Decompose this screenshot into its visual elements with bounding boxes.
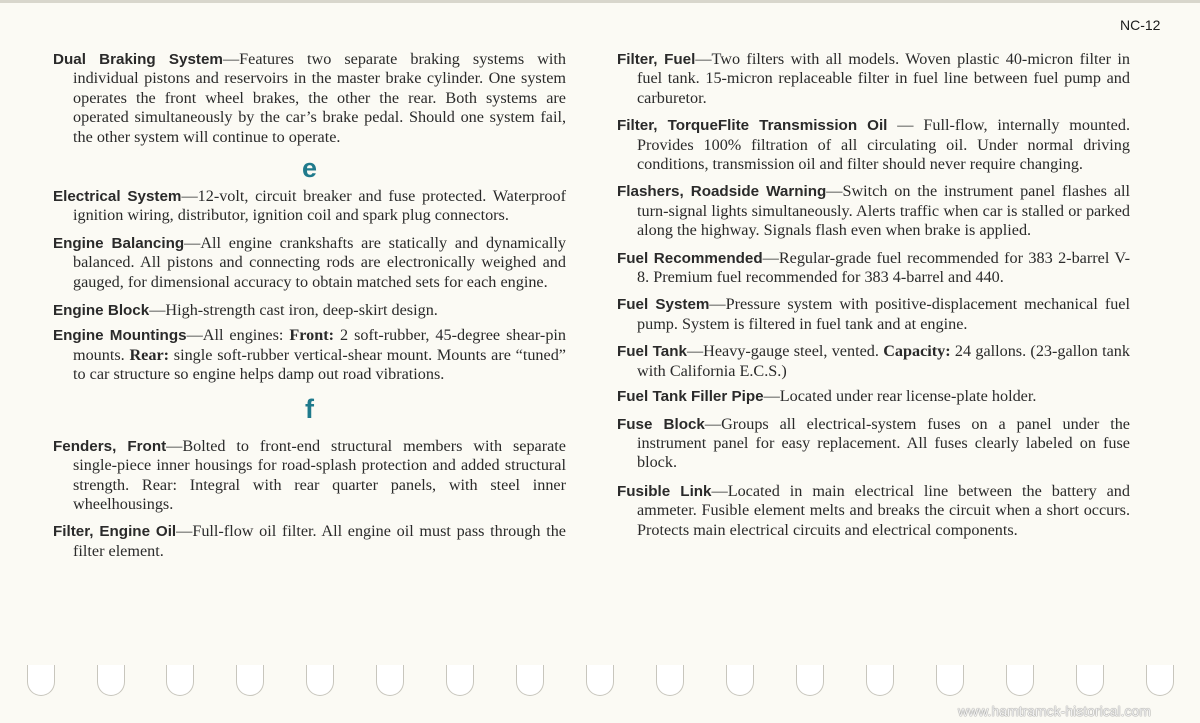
entry-term: Fenders, Front — [53, 437, 167, 455]
entry-term: Fuse Block — [617, 415, 705, 433]
entry-term: Flashers, Roadside Warning — [617, 183, 827, 201]
section-letter-f: f — [305, 393, 314, 424]
entry-text: —All engine crankshafts are statically and dynamically balanced. All pistons and connecting rods are electronically weighed and gauged, for dimensional accuracy to obtain matched sets for each engine. — [73, 233, 566, 291]
entry-term: Fusible Link — [617, 482, 712, 500]
entry-text: —Switch on the instrument panel flashes all turn-signal lights simultaneously. Alerts traffic when car is stalled or parked along the highway. Signals flash even when brake is applied. — [637, 182, 1130, 240]
entry-text: —High-strength cast iron, deep-skirt design. — [149, 301, 438, 320]
section-letter-e: e — [301, 153, 318, 184]
entry-term: Fuel Tank Filler Pipe — [617, 388, 764, 406]
entry-text: —Bolted to front-end structural members with separate single-piece inner housings for road-splash protection and added structural strength. Rear: Integral with rear quarter panels, with steel inner wheelhousings. — [73, 436, 566, 513]
binder-hole — [97, 665, 125, 696]
entry-term: Filter, Fuel — [617, 51, 696, 68]
entry-term: Fuel System — [617, 296, 710, 314]
binder-hole — [27, 665, 55, 696]
entry-inline-bold: Capacity: — [883, 342, 951, 361]
entry-fuel-system — [617, 295, 1130, 334]
entry-text: —12-volt, circuit breaker and fuse protected. Waterproof ignition wiring, distributor, ignition coil and spark plug connectors. — [73, 187, 567, 225]
entry-text: 2 soft-rubber, 45-degree shear-pin mounts. — [73, 326, 567, 364]
left-column — [53, 50, 566, 561]
entry-text: —Located in main electrical line between the battery and ammeter. Fusible element melts and breaks the circuit when a short occurs. Protects main electrical circuits and electrical components. — [637, 481, 1130, 539]
binder-hole — [1006, 665, 1034, 696]
entry-text: single soft-rubber vertical-shear mount. Mounts are “tuned” to car structure so engine helps damp out road vibrations. — [73, 345, 566, 384]
binder-hole — [866, 665, 894, 696]
top-edge-line — [0, 0, 1200, 3]
entry-term: Fuel Recommended — [617, 249, 763, 267]
entry-fenders-front — [53, 437, 566, 515]
entry-dual-braking-system — [53, 50, 566, 147]
entry-flashers-roadside-warning — [617, 182, 1130, 240]
entry-filter-engine-oil — [53, 522, 566, 561]
entry-text: —All engines: — [186, 326, 290, 345]
entry-text: —Heavy-gauge steel, vented. — [686, 342, 884, 361]
entry-engine-balancing — [53, 234, 566, 292]
binder-hole — [726, 665, 754, 696]
binder-hole — [1146, 665, 1174, 696]
entry-engine-block — [53, 301, 566, 320]
entry-fuel-tank — [617, 342, 1130, 381]
entry-term: Engine Mountings — [53, 327, 187, 345]
binder-hole — [656, 665, 684, 696]
entry-term: Electrical System — [53, 188, 182, 206]
entry-filter-fuel — [617, 50, 1130, 108]
entry-filter-torqueflite-transmission-oil — [617, 116, 1130, 174]
binder-hole — [796, 665, 824, 696]
entry-fuse-block — [617, 415, 1130, 473]
entry-text: — Full-flow, internally mounted. Provides 100% filtration of all circulating oil. Under normal driving conditions, transmission oil and filter should never require changing. — [637, 116, 1131, 174]
entry-text: —Located under rear license-plate holder. — [763, 387, 1037, 406]
entry-term: Filter, TorqueFlite Transmission Oil — [617, 117, 888, 135]
binder-hole — [306, 665, 334, 696]
entry-term: Dual Braking System — [53, 51, 223, 68]
entry-inline-bold: Rear: — [129, 345, 170, 364]
entry-text: —Regular-grade fuel recommended for 383 2-barrel V-8. Premium fuel recommended for 383 4-barrel and 440. — [637, 248, 1131, 287]
binder-hole — [1076, 665, 1104, 696]
entry-text: —Two filters with all models. Woven plastic 40-micron filter in fuel tank. 15-micron replaceable filter in fuel line between fuel pump and carburetor. — [637, 50, 1131, 107]
entry-term: Fuel Tank — [617, 343, 687, 361]
entry-text: —Full-flow oil filter. All engine oil must pass through the filter element. — [73, 522, 566, 560]
binder-holes — [0, 665, 1200, 705]
entry-fusible-link — [617, 482, 1130, 540]
binder-hole — [516, 665, 544, 696]
entry-text: —Groups all electrical-system fuses on a panel under the instrument panel for easy replacement. All fuses clearly labeled on fuse block. — [637, 414, 1130, 472]
entry-text: —Features two separate braking systems with individual pistons and reservoirs in the master brake cylinder. One system operates the front wheel brakes, the other the rear. Both systems are operated simultaneously by the car’s brake pedal. Should one system fail, the other system will continue to operate. — [73, 50, 566, 146]
entry-term: Engine Balancing — [53, 234, 185, 252]
entry-text: —Pressure system with positive-displacement mechanical fuel pump. System is filtered in fuel tank and at engine. — [637, 295, 1130, 333]
right-column — [617, 50, 1130, 540]
page-number: NC-12 — [1120, 17, 1161, 33]
entry-electrical-system — [53, 187, 566, 226]
binder-hole — [376, 665, 404, 696]
binder-hole — [446, 665, 474, 696]
entry-engine-mountings — [53, 326, 566, 384]
watermark: www.hamtramck-historical.com — [958, 703, 1151, 719]
entry-fuel-tank-filler-pipe — [617, 387, 1130, 406]
binder-hole — [586, 665, 614, 696]
entry-inline-bold: Front: — [289, 326, 335, 345]
binder-hole — [166, 665, 194, 696]
entry-term: Engine Block — [53, 302, 150, 320]
binder-hole — [936, 665, 964, 696]
entry-fuel-recommended — [617, 249, 1130, 288]
entry-term: Filter, Engine Oil — [53, 523, 177, 541]
entry-text: 24 gallons. (23-gallon tank with California E.C.S.) — [637, 342, 1130, 380]
binder-hole — [236, 665, 264, 696]
